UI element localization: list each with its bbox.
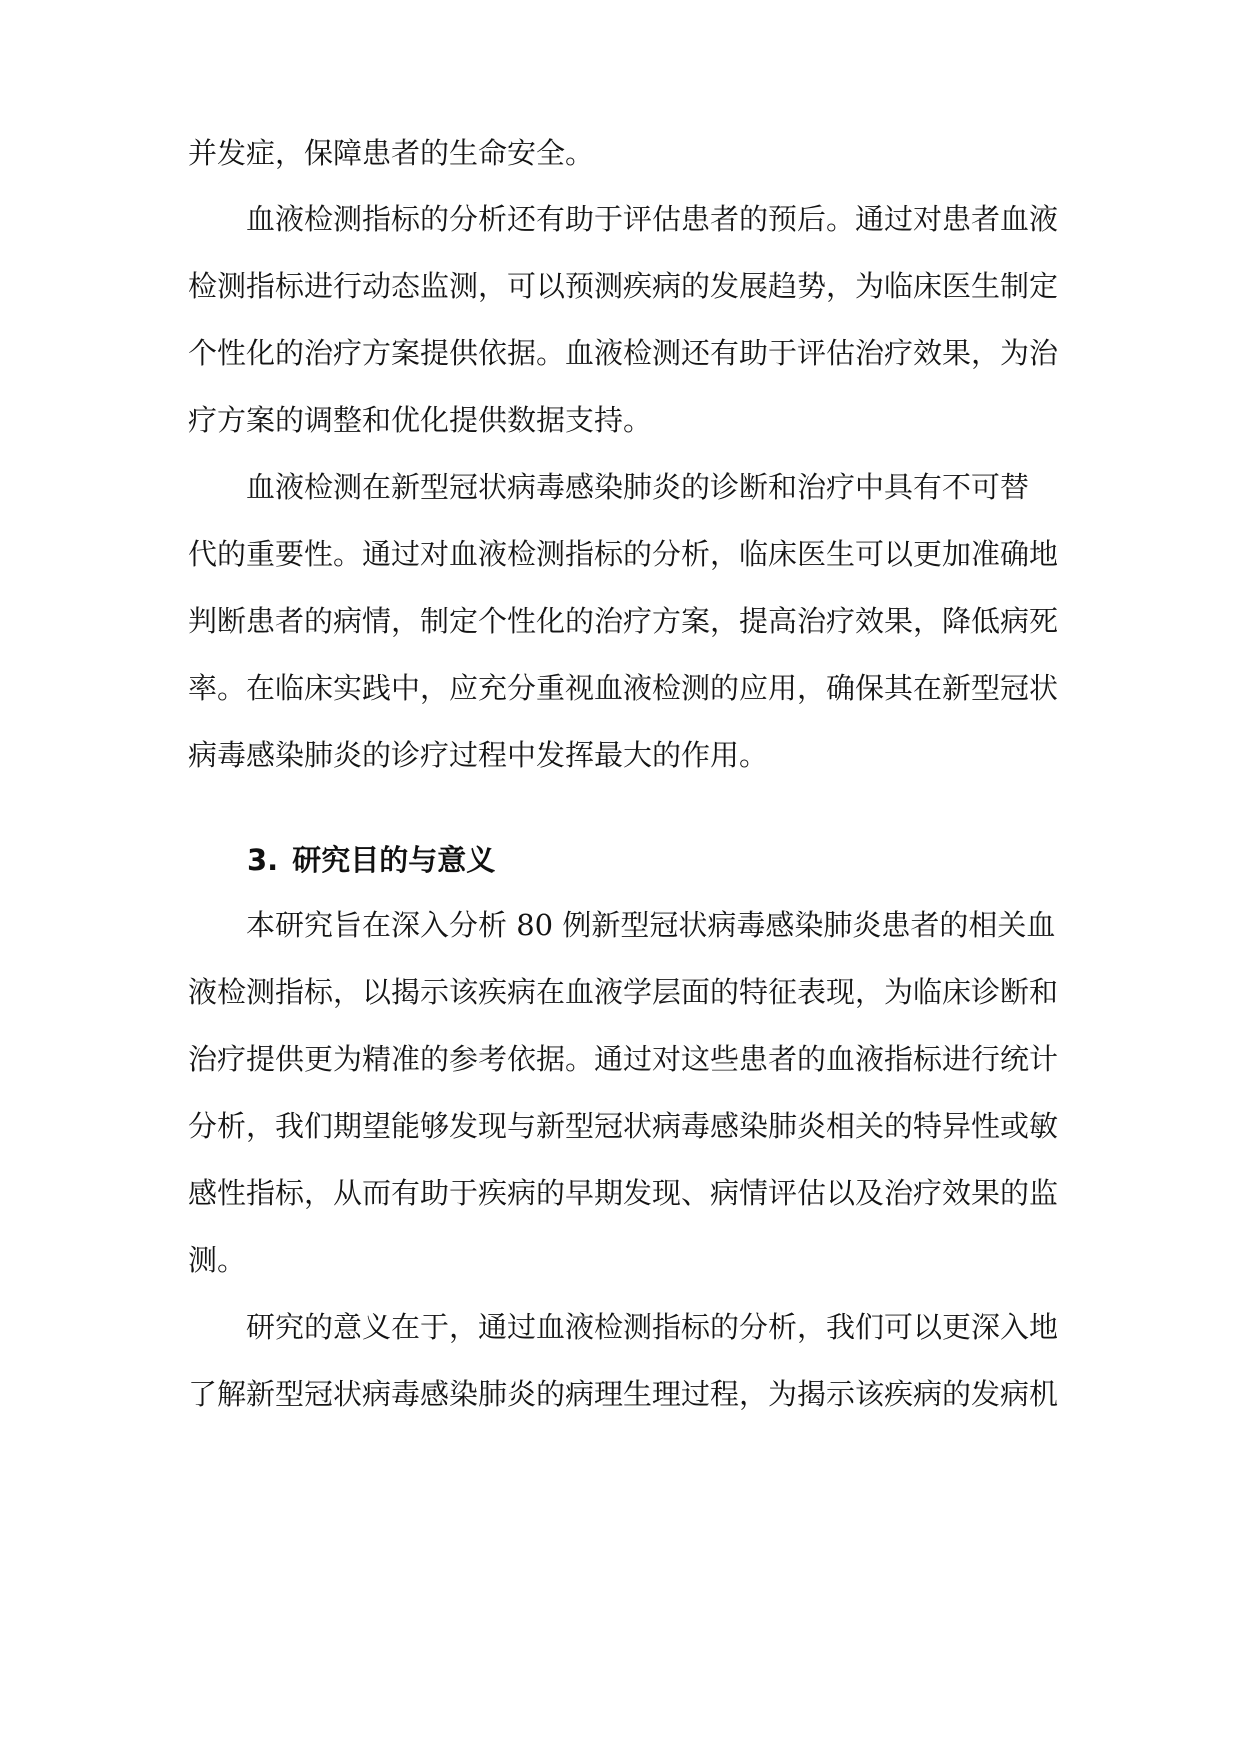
paragraph-significance-line-2: 了解新型冠状病毒感染肺炎的病理生理过程，为揭示该疾病的发病机 — [188, 1377, 1059, 1411]
section-number: 3. — [247, 843, 279, 877]
paragraph-prognosis-line-4: 疗方案的调整和优化提供数据支持。 — [188, 403, 653, 437]
paragraph-significance-line-1: 研究的意义在于，通过血液检测指标的分析，我们可以更深入地 — [246, 1310, 1059, 1344]
paragraph-purpose-line-3: 治疗提供更为精准的参考依据。通过对这些患者的血液指标进行统计 — [188, 1042, 1059, 1076]
paragraph-importance-line-1: 血液检测在新型冠状病毒感染肺炎的诊断和治疗中具有不可替 — [246, 470, 1030, 504]
paragraph-purpose-line-2: 液检测指标，以揭示该疾病在血液学层面的特征表现，为临床诊断和 — [188, 975, 1059, 1009]
paragraph-importance-line-2: 代的重要性。通过对血液检测指标的分析，临床医生可以更加准确地 — [188, 537, 1059, 571]
section-heading — [247, 840, 1047, 880]
paragraph-importance-line-3: 判断患者的病情，制定个性化的治疗方案，提高治疗效果，降低病死 — [188, 604, 1059, 638]
paragraph-prognosis-line-1: 血液检测指标的分析还有助于评估患者的预后。通过对患者血液 — [246, 202, 1059, 236]
paragraph-tail-line: 并发症，保障患者的生命安全。 — [188, 136, 595, 170]
paragraph-prognosis-line-2: 检测指标进行动态监测，可以预测疾病的发展趋势，为临床医生制定 — [188, 269, 1059, 303]
paragraph-purpose-line-6: 测。 — [188, 1243, 247, 1277]
paragraph-prognosis-line-3: 个性化的治疗方案提供依据。血液检测还有助于评估治疗效果，为治 — [188, 336, 1059, 370]
paragraph-purpose-line-1: 本研究旨在深入分析 80 例新型冠状病毒感染肺炎患者的相关血 — [246, 908, 1056, 942]
paragraph-importance-line-5: 病毒感染肺炎的诊疗过程中发挥最大的作用。 — [188, 738, 769, 772]
paragraph-purpose-line-5: 感性指标，从而有助于疾病的早期发现、病情评估以及治疗效果的监 — [188, 1176, 1059, 1210]
section-title: 研究目的与意义 — [292, 843, 496, 877]
paragraph-importance-line-4: 率。在临床实践中，应充分重视血液检测的应用，确保其在新型冠状 — [188, 671, 1059, 705]
paragraph-purpose-line-4: 分析，我们期望能够发现与新型冠状病毒感染肺炎相关的特异性或敏 — [188, 1109, 1059, 1143]
